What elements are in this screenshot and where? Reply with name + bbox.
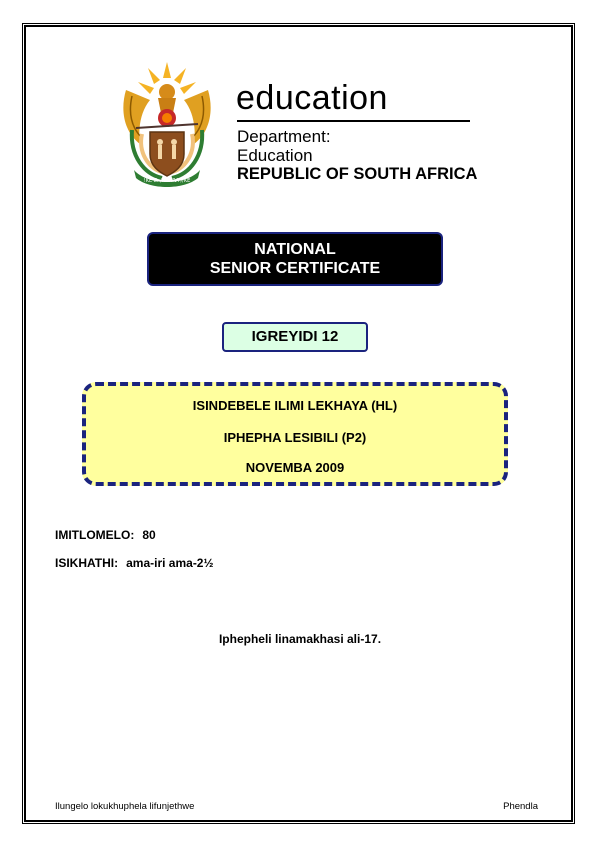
time-value: ama-iri ama-2½ — [126, 556, 214, 570]
certificate-line-1: NATIONAL — [254, 241, 336, 258]
marks-line — [55, 528, 156, 542]
exam-session: NOVEMBA 2009 — [245, 460, 345, 475]
department-name: Education — [237, 146, 313, 165]
crest-motto: !KE E: /XARRA //KE — [143, 178, 191, 184]
time-label: ISIKHATHI: — [55, 556, 119, 570]
grade-badge: IGREYIDI 12 — [222, 322, 368, 352]
certificate-line-2: SENIOR CERTIFICATE — [209, 260, 381, 277]
footer-next-page: Phendla — [503, 801, 538, 812]
time-line — [55, 556, 214, 570]
coat-of-arms-icon — [118, 60, 216, 190]
subject-title: ISINDEBELE ILIMI LEKHAYA (HL) — [192, 398, 398, 413]
country-name: REPUBLIC OF SOUTH AFRICA — [237, 165, 478, 183]
footer-copyright: Ilungelo lokukhuphela lifunjethwe — [55, 801, 195, 812]
marks-value: 80 — [142, 528, 156, 542]
brand-title: education — [236, 79, 388, 117]
brand-divider — [237, 120, 470, 122]
marks-label: IMITLOMELO: — [55, 528, 135, 542]
department-label: Department: — [237, 127, 331, 146]
subject-panel — [82, 382, 508, 486]
page-count-note: Iphepheli linamakhasi ali-17. — [218, 632, 382, 646]
certificate-banner — [147, 232, 443, 286]
paper-number: IPHEPHA LESIBILI (P2) — [223, 430, 367, 445]
